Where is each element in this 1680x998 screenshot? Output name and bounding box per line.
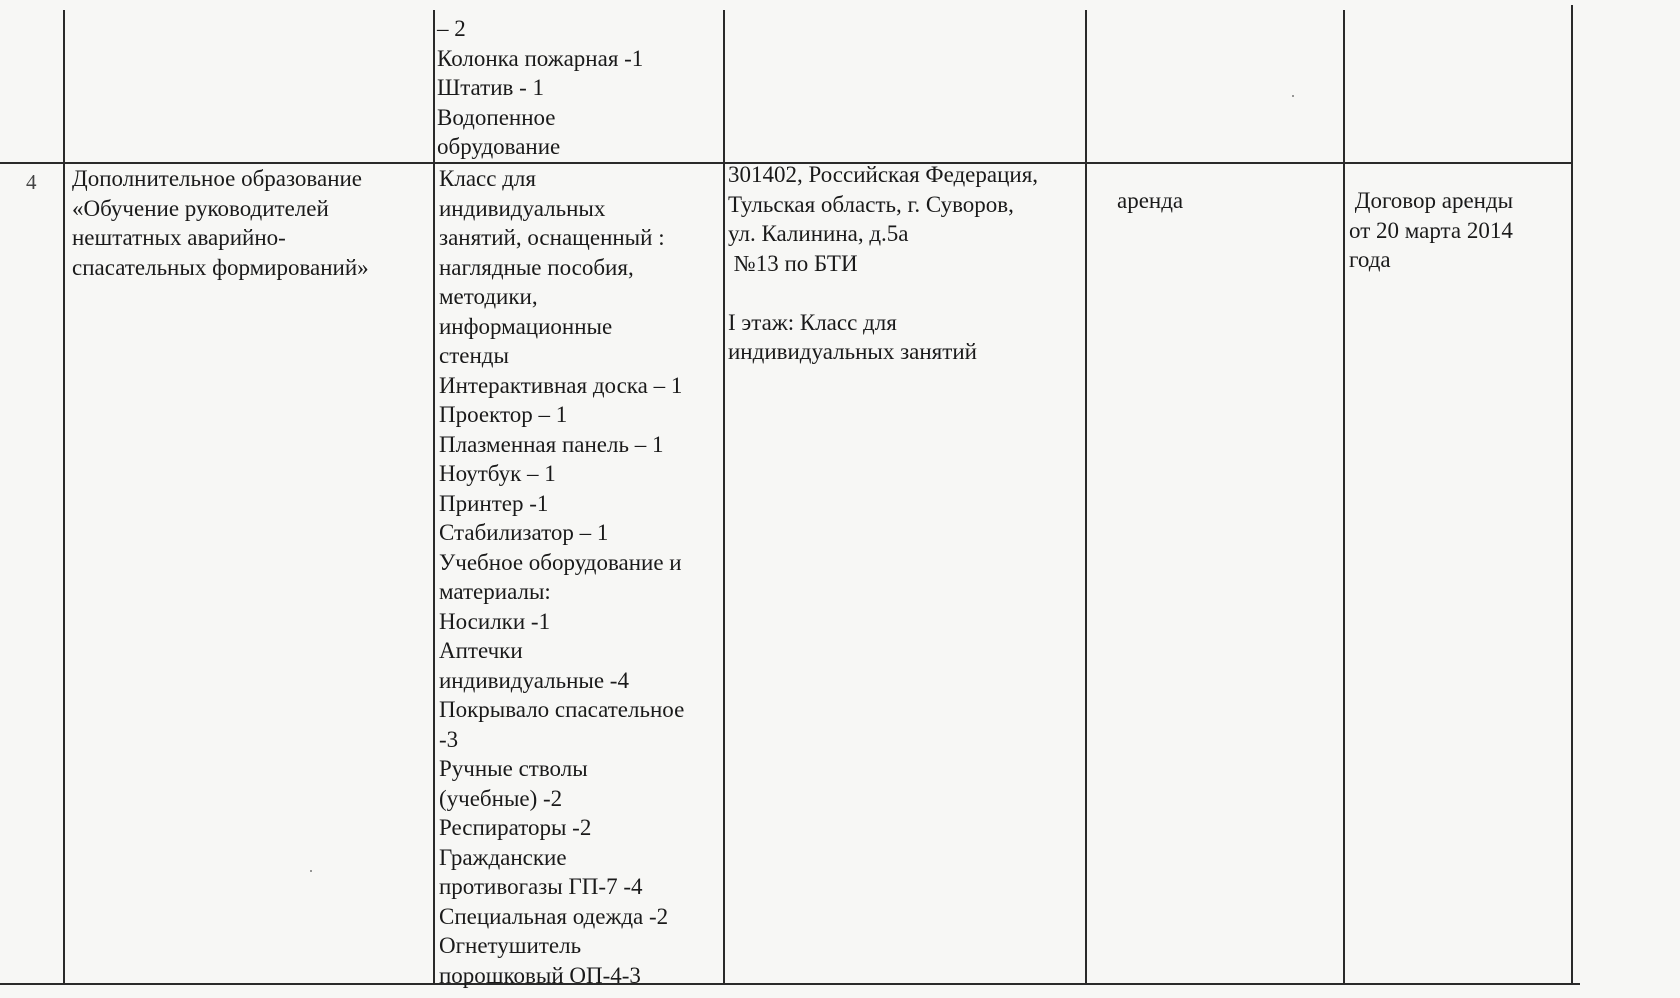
column-divider-4 [1343,10,1345,985]
text-line: нештатных аварийно- [72,225,286,250]
blank-line [728,278,1038,308]
text-line: Класс для [439,166,536,191]
text-line: Договор аренды [1349,188,1514,213]
ownership-text: аренда [1117,188,1184,213]
text-line: Учебное оборудование и [439,549,682,575]
table-border-bottom [0,983,1580,985]
scan-speck [1292,95,1294,97]
column-divider-2 [723,10,725,985]
text-line: Ручные стволы [439,756,588,781]
text-line: занятий, оснащенный : [439,225,665,250]
text-line: года [1349,247,1391,272]
text-line: Штатив - 1 [437,75,545,100]
text-line: порошковый ОП-4-3 [439,962,641,988]
text-line: Гражданские [439,844,567,870]
text-line: Колонка пожарная -1 [437,45,644,71]
text-line: Тульская область, г. Суворов, [728,191,1014,217]
text-line: индивидуальные -4 [439,667,629,693]
program-cell [72,164,369,282]
text-line: Носилки -1 [439,608,551,634]
text-line: Покрывало спасательное [439,697,685,722]
scan-speck [310,870,312,872]
top-row-equipment-cell [437,14,643,162]
text-line: от 20 марта 2014 [1349,217,1513,243]
document-cell [1349,186,1513,275]
text-line: Специальная одежда -2 [439,903,669,929]
text-line: противогазы ГП-7 -4 [439,874,643,899]
ownership-cell [1117,186,1183,216]
table-border-right [1571,5,1573,983]
column-divider-3 [1085,10,1087,985]
text-line: Интерактивная доска – 1 [439,372,683,398]
text-line: 301402, Российская Федерация, [728,162,1039,187]
text-line: наглядные пособия, [439,254,634,280]
text-line: ул. Калинина, д.5а [728,221,909,246]
text-line: Респираторы -2 [439,815,592,840]
text-line: Стабилизатор – 1 [439,520,609,545]
text-line: спасательных формирований» [72,254,369,280]
text-line: Дополнительное образование [72,166,363,191]
text-line: Огнетушитель [439,933,582,958]
text-line: обрудование [437,134,561,159]
text-line: индивидуальных занятий [728,339,977,364]
column-divider-1 [433,10,435,985]
text-line: методики, [439,284,538,309]
text-line: №13 по БТИ [728,250,858,276]
text-line: Плазменная панель – 1 [439,431,664,457]
text-line: материалы: [439,579,551,604]
text-line: (учебные) -2 [439,785,563,811]
row-number: 4 [26,170,37,194]
text-line: Проектор – 1 [439,402,568,427]
text-line: Ноутбук – 1 [439,461,556,486]
text-line: индивидуальных [439,195,606,221]
equipment-cell [439,164,684,990]
text-line: Водопенное [437,104,556,130]
text-line: Аптечки [439,638,523,663]
text-line: «Обучение руководителей [72,195,329,221]
text-line: информационные [439,313,613,339]
text-line: Принтер -1 [439,490,549,516]
text-line: – 2 [437,16,466,41]
address-cell [728,160,1038,367]
text-line: I этаж: Класс для [728,309,897,335]
table-border-left [63,10,65,985]
text-line: стенды [439,343,509,368]
text-line: -3 [439,726,459,752]
